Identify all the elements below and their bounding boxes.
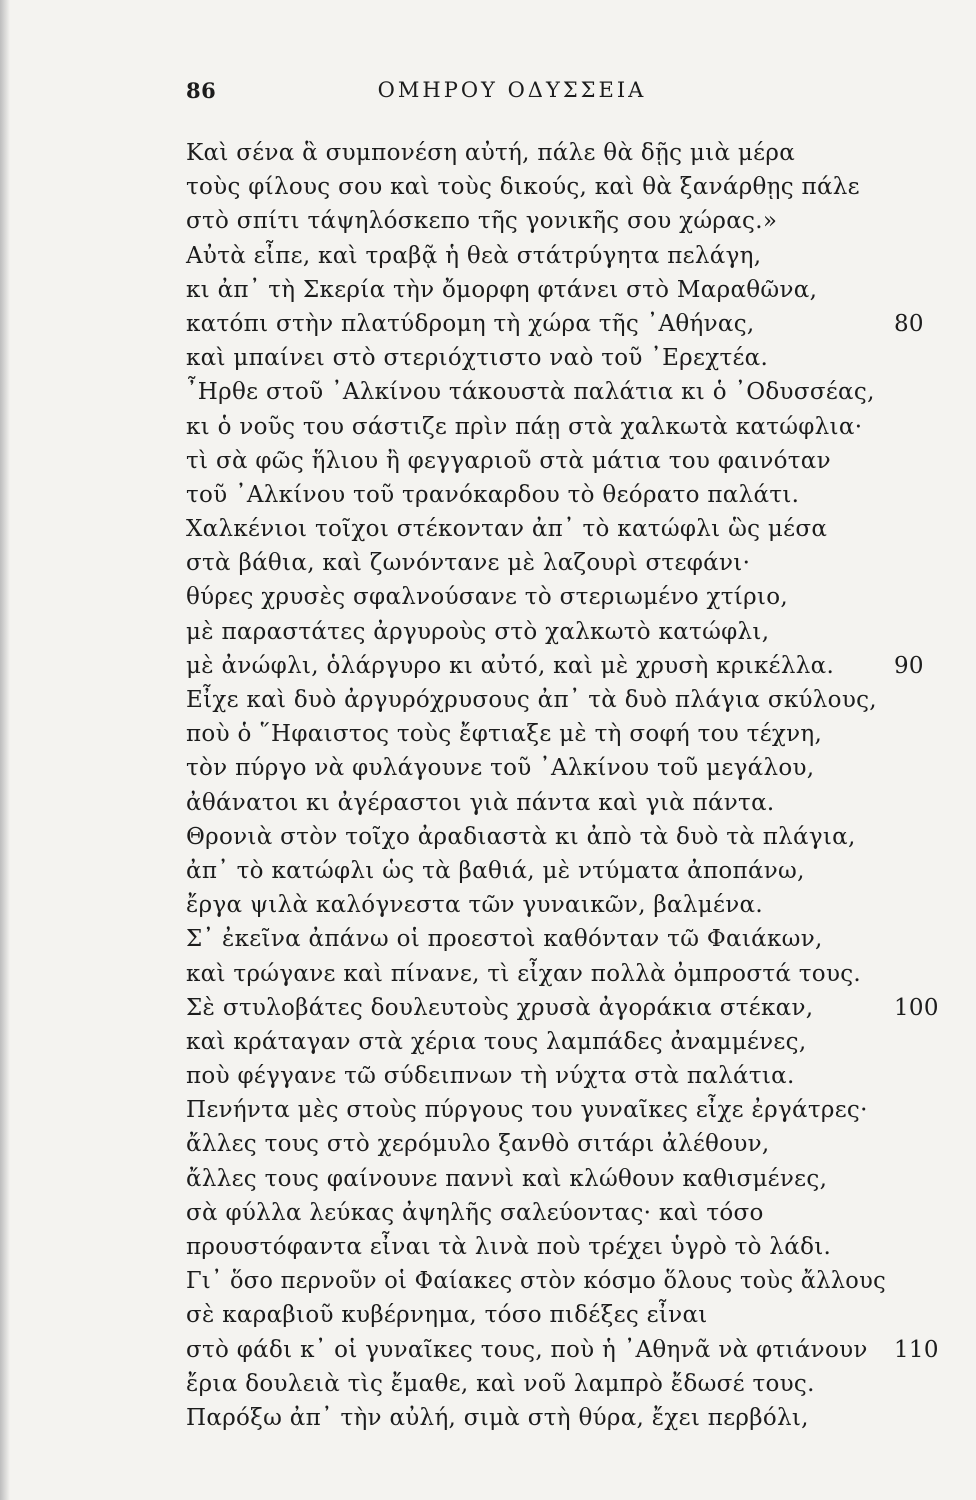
line-number: 90: [894, 652, 924, 679]
verse-line: [186, 615, 946, 649]
verse-line: [186, 410, 946, 444]
verse-line-text: καὶ τρώγανε καὶ πίνανε, τὶ εἶχαν πολλὰ ὀμπροστά τους.: [186, 960, 862, 987]
running-title: ΟΜΗΡΟΥ ΟΔΥΣΣΕΙΑ: [377, 78, 647, 102]
verse-line-text: Εἶχε καὶ δυὸ ἀργυρόχρυσους ἀπ᾿ τὰ δυὸ πλάγια σκύλους,: [186, 687, 877, 713]
verse-line-text: Θρονιὰ στὸν τοῖχο ἀραδιαστὰ κι ἀπὸ τὰ δυὸ τὰ πλάγια,: [186, 823, 856, 850]
verse-line-text: Σὲ στυλοβάτες δουλευτοὺς χρυσὰ ἀγοράκια στέκαν,: [186, 994, 814, 1021]
verse-line-text: ἄλλες τους στὸ χερόμυλο ξανθὸ σιτάρι ἀλέθουν,: [186, 1131, 770, 1158]
verse-line: [186, 204, 946, 238]
verse-line-text: μὲ ἀνώφλι, ὁλάργυρο κι αὐτό, καὶ μὲ χρυσὴ κρικέλλα.: [186, 652, 835, 679]
verse-line-text: Παρόξω ἀπ᾿ τὴν αὐλή, σιμὰ στὴ θύρα, ἔχει περβόλι,: [186, 1404, 809, 1431]
verse-line: [186, 375, 946, 409]
verse-line-text: τὶ σὰ φῶς ἥλιου ἢ φεγγαριοῦ στὰ μάτια του φαινόταν: [186, 447, 831, 474]
verse-line-text: πρoυστόφαντα εἶναι τὰ λινὰ ποὺ τρέχει ὑγρὸ τὸ λάδι.: [186, 1234, 832, 1260]
verse-line: [186, 786, 946, 820]
verse-line-text: ἔργα ψιλὰ καλόγνεστα τῶν γυναικῶν, βαλμένα.: [186, 892, 763, 919]
verse-line-text: στὰ βάθια, καὶ ζωνόντανε μὲ λαζουρὶ στεφάνι·: [186, 550, 751, 577]
verse-line-text: στὸ σπίτι τάψηλόσκεπο τῆς γονικῆς σου χώρας.»: [186, 208, 778, 235]
verse-line-text: θύρες χρυσὲς σφαλνούσανε τὸ στεριωμένο χτίριο,: [186, 584, 788, 611]
verse-line-text: καὶ κράταγαν στὰ χέρια τους λαμπάδες ἀναμμένες,: [186, 1028, 807, 1055]
verse-line-text: τὸν πύργο νὰ φυλάγουνε τοῦ ᾿Αλκίνου τοῦ μεγάλου,: [186, 755, 815, 782]
verse-line: [186, 1162, 946, 1196]
verse-line: [186, 820, 946, 854]
verse-line: [186, 136, 946, 170]
verse-line-text: Καὶ σένα ἃ συμπονέση αὐτή, πάλε θὰ δῇς μιὰ μέρα: [186, 140, 796, 166]
page-number: 86: [186, 78, 217, 103]
verse-line-text: καὶ μπαίνει στὸ στεριόχτιστο ναὸ τοῦ ᾿Ερεχτέα.: [186, 345, 769, 372]
verse-line-text: ῏Ηρθε στοῦ ᾿Αλκίνου τάκουστὰ παλάτια κι ὁ ᾿Οδυσσέας,: [186, 379, 875, 406]
verse-line: [186, 751, 946, 785]
verse-line: [186, 444, 946, 478]
verse-line-text: κι ὁ νοῦς του σάστιζε πρὶν πάῃ στὰ χαλκωτὰ κατώφλια·: [186, 413, 863, 440]
verse-line: [186, 546, 946, 580]
verse-line: [186, 307, 946, 341]
page-header: [0, 72, 976, 108]
line-number: 100: [894, 994, 939, 1021]
verse-line: [186, 1230, 946, 1264]
verse-line: [186, 239, 946, 273]
verse-line: [186, 273, 946, 307]
verse-line: [186, 478, 946, 512]
verse-line: [186, 341, 946, 375]
verse-line: [186, 854, 946, 888]
verse-line-text: τοὺς φίλους σου καὶ τοὺς δικούς, καὶ θὰ ξανάρθῃς πάλε: [186, 174, 860, 201]
verse-line: [186, 922, 946, 956]
verse-line-text: κι ἀπ᾿ τὴ Σκερία τὴν ὄμορφη φτάνει στὸ Μαραθῶνα,: [186, 276, 818, 303]
verse-line-text: ἄλλες τους φαίνουνε παννὶ καὶ κλώθουν καθισμένες,: [186, 1165, 828, 1192]
verse-line-text: ἀπ᾿ τὸ κατώφλι ὡς τὰ βαθιά, μὲ ντύματα ἀποπάνω,: [186, 857, 805, 884]
verse-line: [186, 1196, 946, 1230]
verse-line-text: σὰ φύλλα λεύκας ἀψηλῆς σαλεύοντας· καὶ τόσο: [186, 1199, 764, 1226]
verse-line: [186, 649, 946, 683]
verse-line-text: σὲ καραβιοῦ κυβέρνημα, τόσο πιδέξες εἶναι: [186, 1302, 708, 1329]
verse-line: [186, 1093, 946, 1127]
verse-line-text: ἔρια δουλειὰ τὶς ἔμαθε, καὶ νοῦ λαμπρὸ ἔδωσέ τους.: [186, 1370, 815, 1397]
verse-line: [186, 888, 946, 922]
verse-line: [186, 1333, 946, 1367]
verse-line: [186, 991, 946, 1025]
line-number: 110: [894, 1336, 939, 1363]
verse-line-text: Γι᾿ ὅσο περνοῦν οἱ Φαίακες στὸν κόσμο ὅλους τοὺς ἄλλους: [186, 1268, 886, 1295]
verse-line: [186, 1025, 946, 1059]
verse-line-text: ἀθάνατοι κι ἀγέραστοι γιὰ πάντα καὶ γιὰ πάντα.: [186, 789, 775, 816]
verse-line: [186, 1367, 946, 1401]
verse-line: [186, 512, 946, 546]
verse-line-text: ποὺ φέγγανε τῶ σύδειπνων τὴ νύχτα στὰ παλάτια.: [186, 1063, 795, 1090]
verse-line: [186, 957, 946, 991]
verse-line-text: μὲ παραστάτες ἀργυροὺς στὸ χαλκωτὸ κατώφλι,: [186, 618, 770, 645]
verse-line: [186, 1298, 946, 1332]
page-edge-shadow: [0, 0, 10, 1500]
line-number: 80: [894, 310, 924, 337]
verse-line: [186, 717, 946, 751]
verse-line: [186, 1059, 946, 1093]
verse-line-text: Σ᾿ ἐκεῖνα ἀπάνω οἱ προεστοὶ καθόνταν τῶ Φαιάκων,: [186, 926, 823, 953]
verse-line: [186, 683, 946, 717]
verse-line-text: Πενήντα μὲς στοὺς πύργους του γυναῖκες εἶχε ἐργάτρες·: [186, 1097, 868, 1124]
verse-line-text: στὸ φάδι κ᾿ οἱ γυναῖκες τους, ποὺ ἡ ᾿Αθηνᾶ νὰ φτιάνουν: [186, 1336, 868, 1363]
verse-line: [186, 1401, 946, 1435]
verse-line-text: Χαλκένιοι τοῖχοι στέκονταν ἀπ᾿ τὸ κατώφλι ὣς μέσα: [186, 516, 828, 543]
verse-line: [186, 170, 946, 204]
poem-text: [186, 136, 946, 1435]
verse-line-text: τοῦ ᾿Αλκίνου τοῦ τρανόκαρδου τὸ θεόρατο παλάτι.: [186, 481, 800, 508]
verse-line: [186, 580, 946, 614]
verse-line: [186, 1264, 946, 1298]
verse-line: [186, 1127, 946, 1161]
verse-line-text: ποὺ ὁ ῞Ηφαιστος τοὺς ἔφτιαξε μὲ τὴ σοφή του τέχνη,: [186, 721, 823, 748]
verse-line-text: Αὐτὰ εἶπε, καὶ τραβᾷ ἡ θεὰ στάτρύγητα πελάγη,: [186, 242, 762, 269]
verse-line-text: κατόπι στὴν πλατύδρομη τὴ χώρα τῆς ᾿Αθήνας,: [186, 310, 755, 337]
